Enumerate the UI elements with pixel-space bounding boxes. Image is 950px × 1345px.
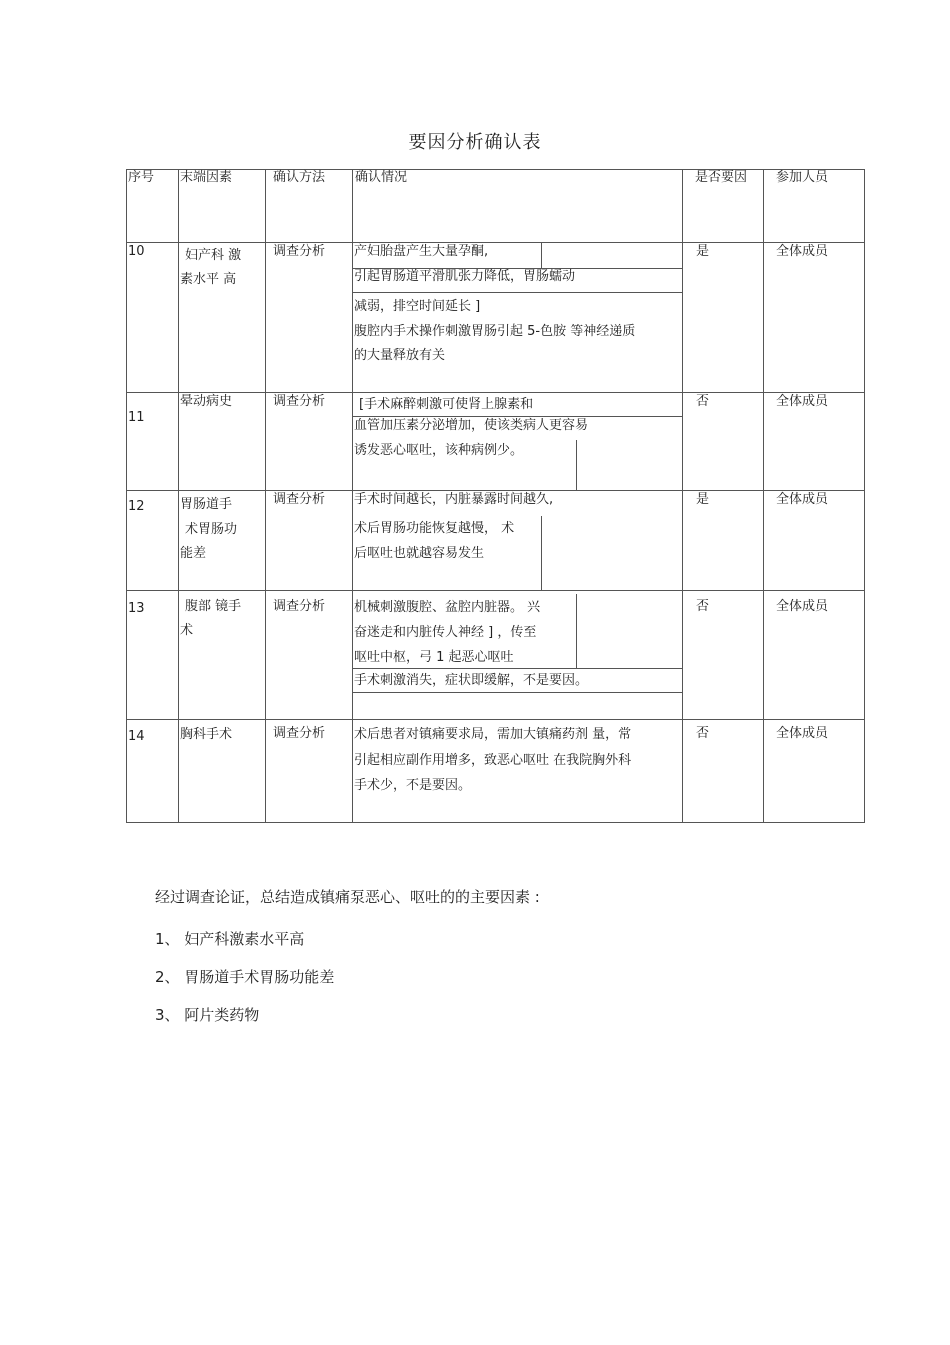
header-no: 序号 xyxy=(128,170,155,185)
row-detail-line: 手术少，不是要因。 xyxy=(354,778,472,793)
summary-item: 3、 阿片类药物 xyxy=(155,1006,260,1024)
row-detail-line: 的大量释放有关 xyxy=(354,348,446,363)
row-detail-line: 呕吐中枢，弓 1 起恶心呕吐 xyxy=(354,650,514,665)
row-members: 全体成员 xyxy=(776,599,829,614)
row-detail-line: 血管加压素分泌增加，使该类病人更容易 xyxy=(354,418,589,433)
summary-intro: 经过调查论证，总结造成镇痛泵恶心、呕吐的的主要因素 : xyxy=(155,888,540,906)
row-detail-line: 机械刺激腹腔、盆腔内脏器。 兴 xyxy=(354,600,541,615)
row-method: 调查分析 xyxy=(273,492,326,507)
row-method: 调查分析 xyxy=(273,726,326,741)
row-detail-line: 引起相应副作用增多，致恶心呕吐 在我院胸外科 xyxy=(354,753,632,768)
row-is-cause: 否 xyxy=(696,726,710,741)
row-is-cause: 是 xyxy=(696,492,710,507)
row-method: 调查分析 xyxy=(273,599,326,614)
row-detail-line: 后呕吐也就越容易发生 xyxy=(354,546,485,561)
row-factor-line: 术胃肠功 xyxy=(185,522,238,537)
row-members: 全体成员 xyxy=(776,394,829,409)
row-factor-line: 胸科手术 xyxy=(180,727,233,742)
row-factor-line: 胃肠道手 xyxy=(180,497,233,512)
row-factor-line: 能差 xyxy=(180,546,207,561)
row-detail-line: 术后胃肠功能恢复越慢， 术 xyxy=(354,521,515,536)
summary-item: 1、 妇产科激素水平高 xyxy=(155,930,305,948)
row-detail-line: 引起胃肠道平滑肌张力降低，胃肠蠕动 xyxy=(354,269,576,284)
summary-item: 2、 胃肠道手术胃肠功能差 xyxy=(155,968,335,986)
header-method: 确认方法 xyxy=(273,170,326,185)
row-no: 14 xyxy=(128,729,145,744)
row-factor-line: 晕动病史 xyxy=(180,394,233,409)
row-detail-line: 诱发恶心呕吐，该种病例少。 xyxy=(354,443,524,458)
row-detail-line: 术后患者对镇痛要求局，需加大镇痛药剂 量，常 xyxy=(354,727,632,742)
row-is-cause: 否 xyxy=(696,394,710,409)
row-method: 调查分析 xyxy=(273,244,326,259)
header-factor: 末端因素 xyxy=(180,170,233,185)
row-detail-line: 奋迷走和内脏传人神经 ] ，传至 xyxy=(354,625,537,640)
row-no: 11 xyxy=(128,410,145,425)
row-detail-line: 产妇胎盘产生大量孕酮, xyxy=(354,244,489,259)
row-detail-line: 手术刺激消失，症状即缓解，不是要因。 xyxy=(354,673,589,688)
header-detail: 确认情况 xyxy=(355,170,408,185)
factor-analysis-table xyxy=(126,169,865,823)
row-members: 全体成员 xyxy=(776,492,829,507)
header-is-cause: 是否要因 xyxy=(695,170,748,185)
row-no: 13 xyxy=(128,601,145,616)
page-title: 要因分析确认表 xyxy=(408,132,542,153)
row-factor-line: 腹部 镜手 xyxy=(185,599,242,614)
row-detail-line: [手术麻醉刺激可使肾上腺素和 xyxy=(359,397,534,412)
row-method: 调查分析 xyxy=(273,394,326,409)
row-factor-line: 术 xyxy=(180,623,194,638)
row-detail-line: 减弱，排空时间延长 ] xyxy=(354,299,481,314)
row-factor-line: 素水平 高 xyxy=(180,272,237,287)
row-factor-line: 妇产科 激 xyxy=(185,248,242,263)
row-is-cause: 是 xyxy=(696,244,710,259)
row-detail-line: 腹腔内手术操作刺激胃肠引起 5-色胺 等神经递质 xyxy=(354,324,636,339)
row-is-cause: 否 xyxy=(696,599,710,614)
row-no: 12 xyxy=(128,499,145,514)
row-no: 10 xyxy=(128,244,145,259)
row-members: 全体成员 xyxy=(776,244,829,259)
row-members: 全体成员 xyxy=(776,726,829,741)
row-detail-line: 手术时间越长，内脏暴露时间越久, xyxy=(354,492,554,507)
header-members: 参加人员 xyxy=(776,170,829,185)
